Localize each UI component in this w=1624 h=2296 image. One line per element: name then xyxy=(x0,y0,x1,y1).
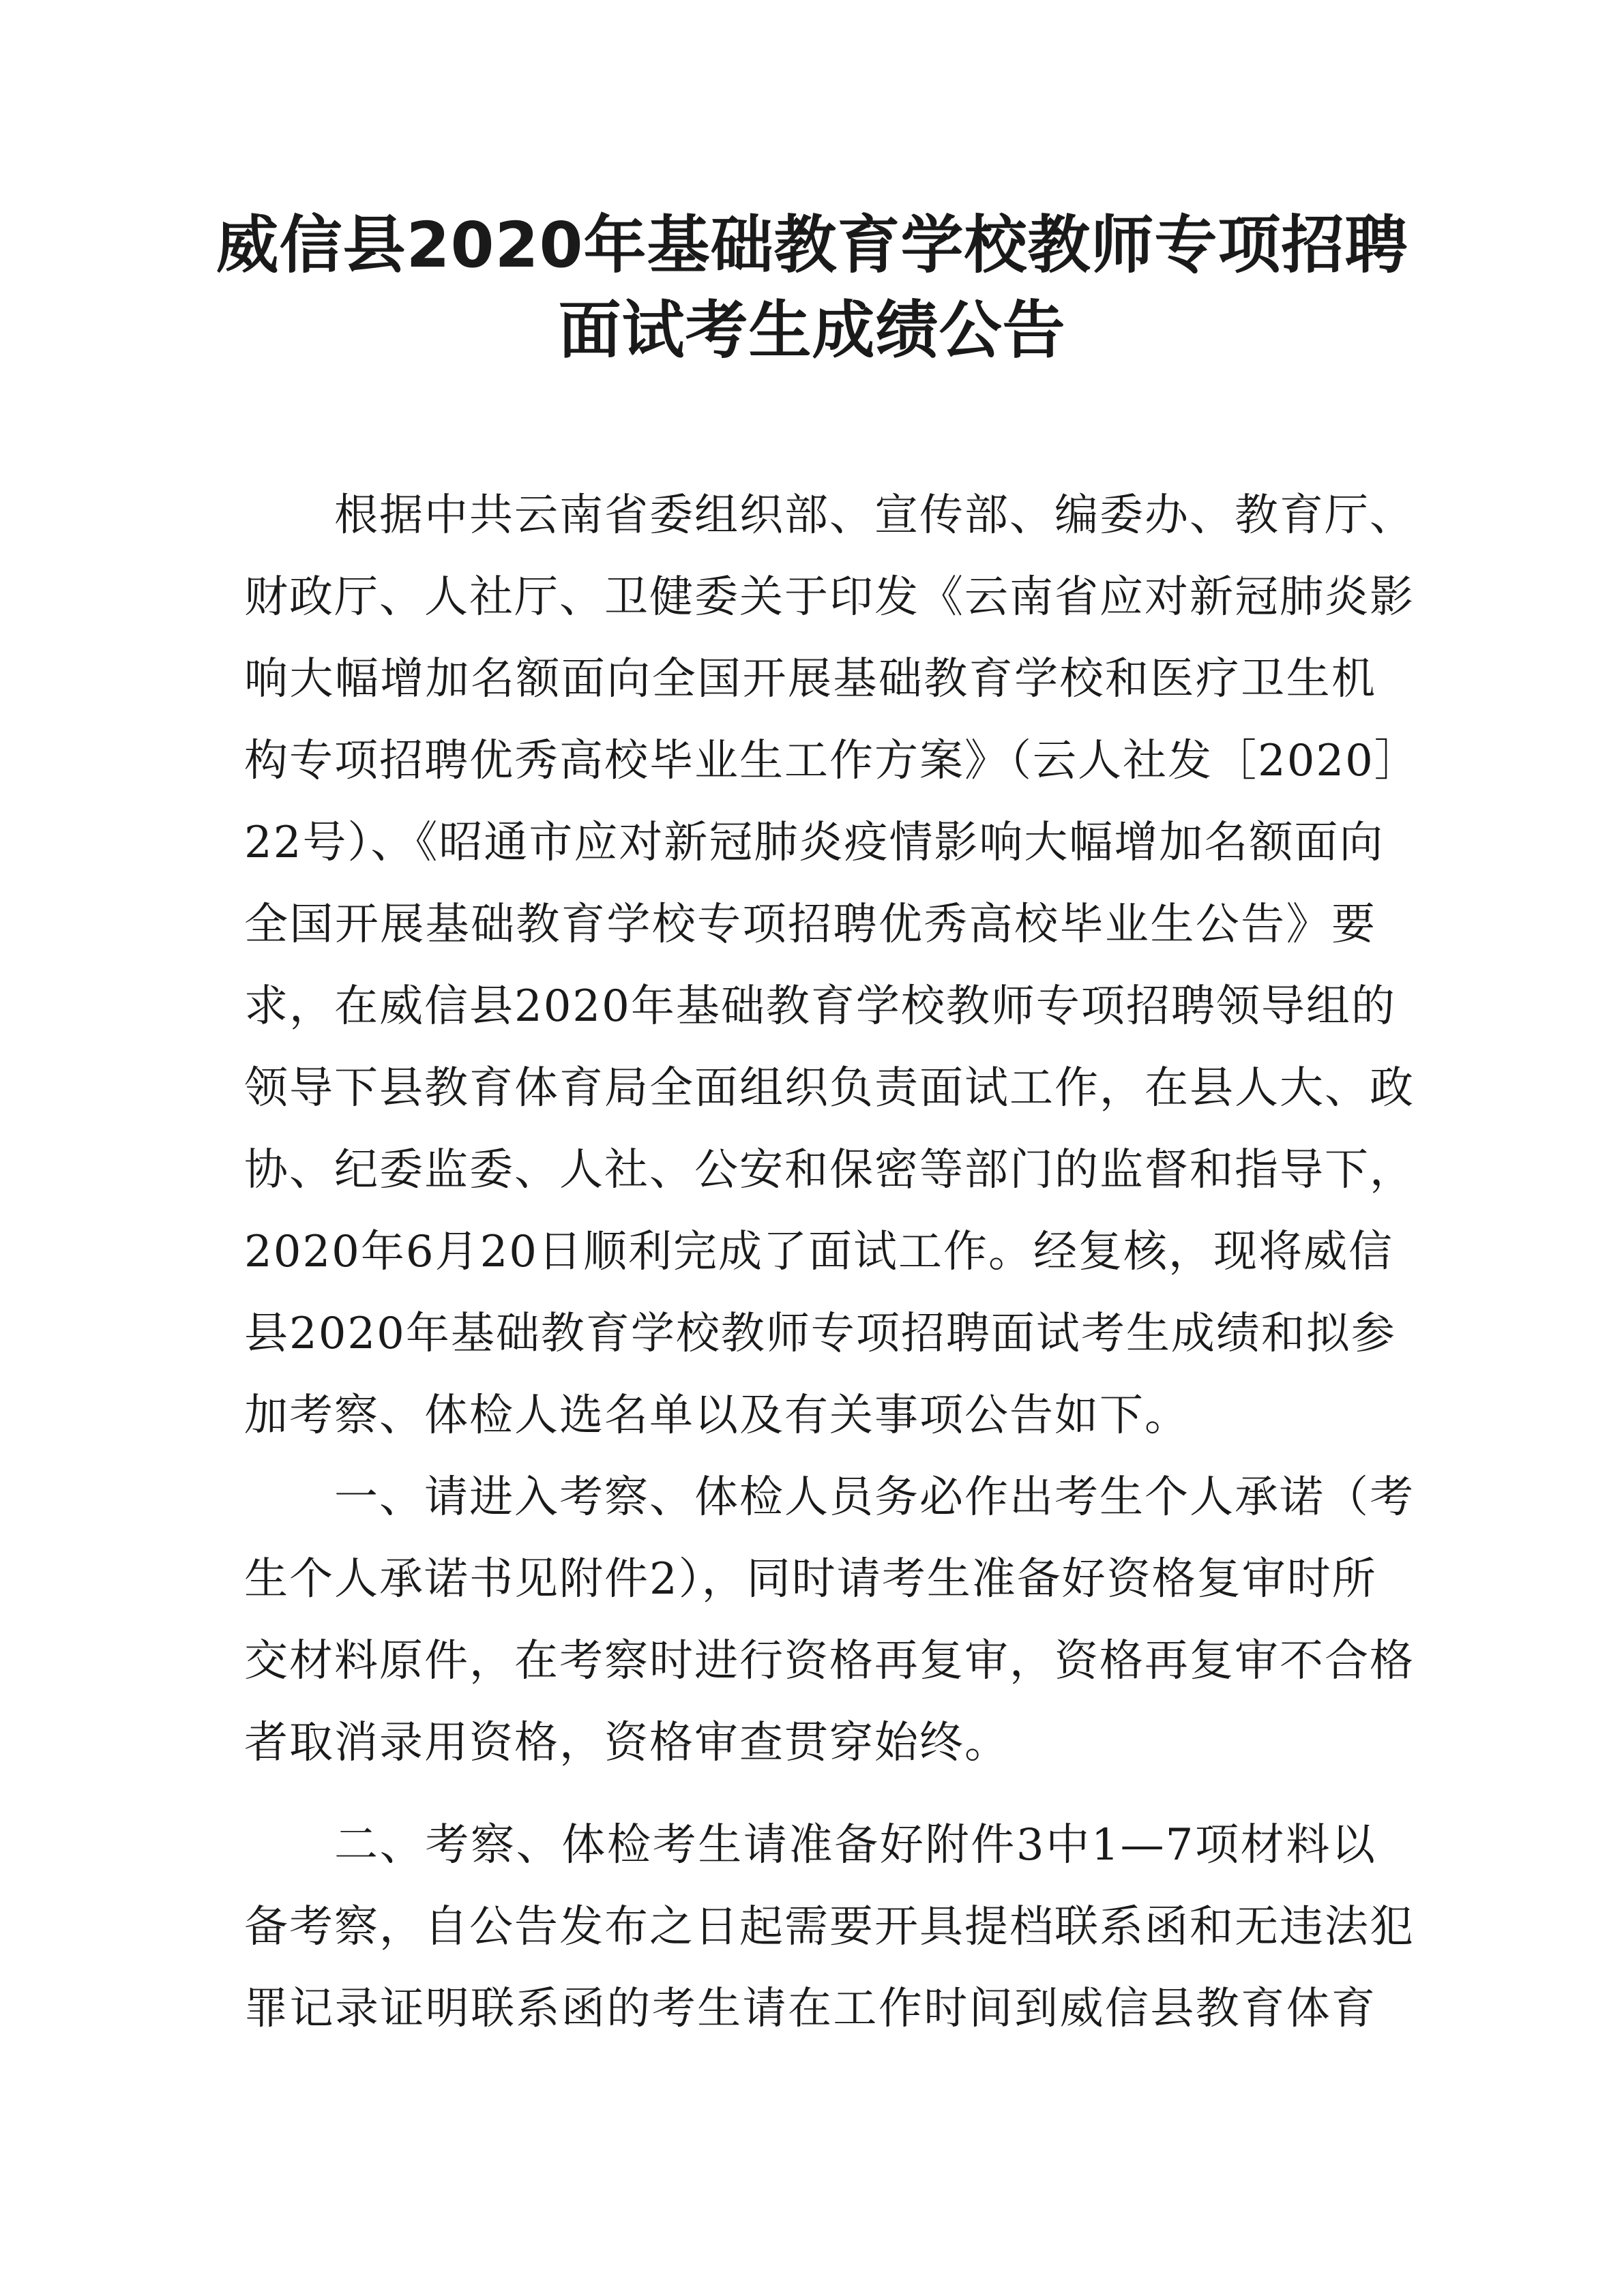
body-line: 2020年6月20日顺利完成了面试工作。经复核，现将威信 xyxy=(244,1227,1394,1277)
body-line: 响大幅增加名额面向全国开展基础教育学校和医疗卫生机 xyxy=(244,654,1376,704)
body-line: 领导下县教育体育局全面组织负责面试工作，在县人大、政 xyxy=(244,1063,1415,1114)
body-line: 县2020年基础教育学校教师专项招聘面试考生成绩和拟参 xyxy=(244,1309,1396,1359)
body-line: 财政厅、人社厅、卫健委关于印发《云南省应对新冠肺炎影 xyxy=(244,572,1415,623)
body-line: 求，在威信县2020年基础教育学校教师专项招聘领导组的 xyxy=(244,981,1396,1032)
body-line: 构专项招聘优秀高校毕业生工作方案》（云人社发［2020］ xyxy=(244,736,1419,786)
body-line: 罪记录证明联系函的考生请在工作时间到威信县教育体育 xyxy=(244,1984,1376,2034)
body-line: 根据中共云南省委组织部、宣传部、编委办、教育厅、 xyxy=(334,490,1415,541)
body-line: 协、纪委监委、人社、公安和保密等部门的监督和指导下， xyxy=(244,1145,1415,1195)
body-line: 交材料原件，在考察时进行资格再复审，资格再复审不合格 xyxy=(244,1636,1415,1686)
body-line: 者取消录用资格，资格审查贯穿始终。 xyxy=(244,1718,1009,1768)
body-line: 备考察，自公告发布之日起需要开具提档联系函和无违法犯 xyxy=(244,1902,1415,1952)
body-line: 加考察、体检人选名单以及有关事项公告如下。 xyxy=(244,1390,1190,1441)
document-title-line-2: 面试考生成绩公告 xyxy=(558,294,1066,367)
body-line: 一、请进入考察、体检人员务必作出考生个人承诺（考 xyxy=(334,1472,1415,1523)
body-line: 生个人承诺书见附件2），同时请考生准备好资格复审时所 xyxy=(244,1554,1377,1605)
document-title-line-1: 威信县2020年基础教育学校教师专项招聘 xyxy=(216,209,1408,282)
body-line: 22号）、《昭通市应对新冠肺炎疫情影响大幅增加名额面向 xyxy=(244,818,1385,868)
body-line: 全国开展基础教育学校专项招聘优秀高校毕业生公告》要 xyxy=(244,899,1376,950)
body-line: 二、考察、体检考生请准备好附件3中1—7项材料以 xyxy=(334,1820,1376,1870)
